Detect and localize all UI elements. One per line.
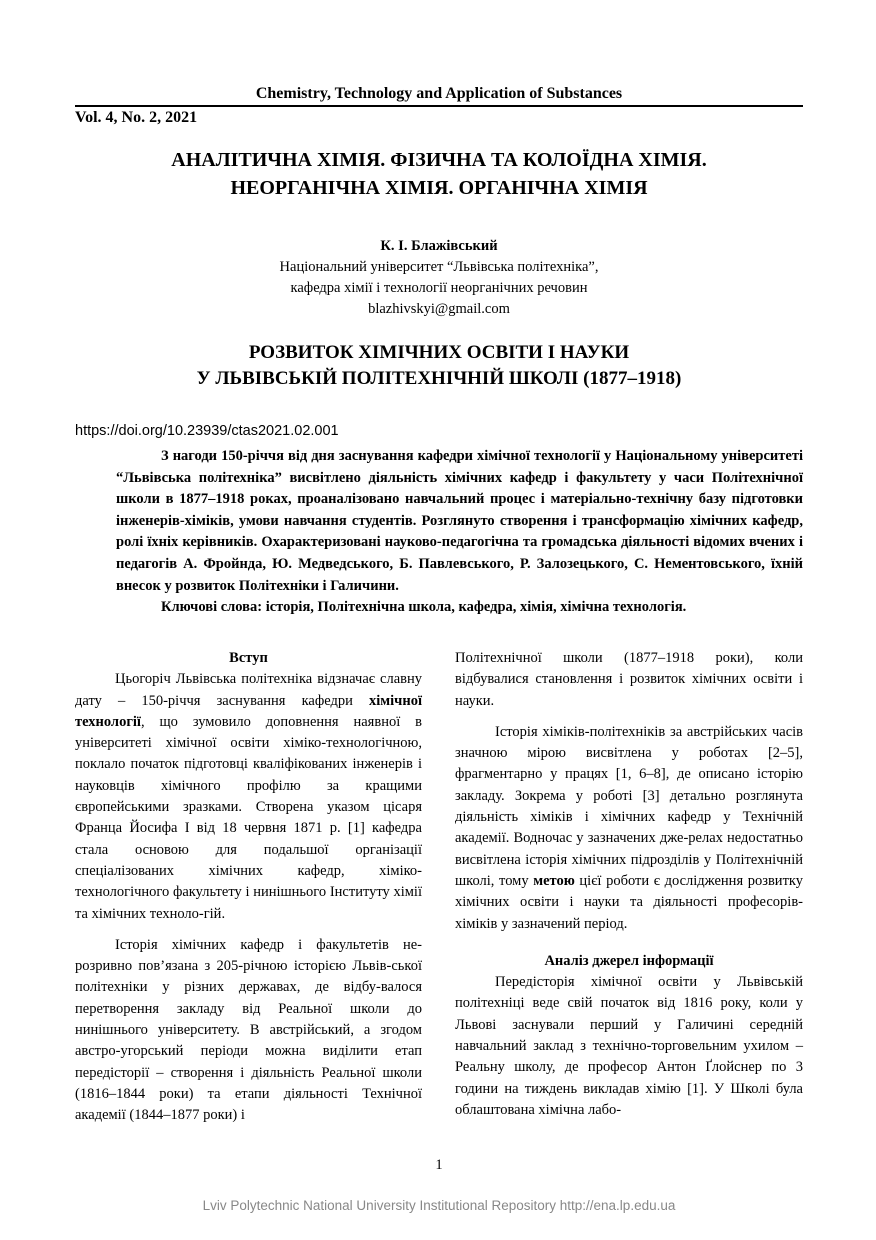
- author-affiliation-university: Національний університет “Львівська політехніка”,: [279, 259, 599, 275]
- header-divider: [75, 105, 803, 107]
- author-affiliation-department: кафедра хімії і технології неорганічних речовин: [290, 280, 588, 296]
- repository-footer: Lviv Polytechnic National University Institutional Repository http://ena.lp.edu.ua: [202, 1198, 676, 1213]
- doi-link[interactable]: https://doi.org/10.23939/ctas2021.02.001: [75, 423, 339, 439]
- article-title-line-1: РОЗВИТОК ХІМІЧНИХ ОСВІТИ І НАУКИ: [248, 342, 630, 363]
- sources-heading: Аналіз джерел інформації: [544, 952, 714, 969]
- author-email[interactable]: blazhivskyi@gmail.com: [368, 301, 510, 317]
- author-name: К. І. Блажівський: [380, 238, 498, 254]
- left-column: [75, 648, 422, 1127]
- section-title-line-1: АНАЛІТИЧНА ХІМІЯ. ФІЗИЧНА ТА КОЛОЇДНА ХІМІЯ.: [171, 149, 707, 171]
- volume-info: Vol. 4, No. 2, 2021: [75, 109, 198, 126]
- sources-paragraph-1: Передісторія хімічної освіти у Львівській політехніці веде свій початок від 1816 року, коли у Львові заснували перший у Галичині середній навчальний заклад з технічно-торговельним ухилом – Реальну школу, де професор Антон Ґлойснер по 3 години на тиждень викладав хімію [1]. У Школі була облаштована хімічна лабо-: [455, 974, 803, 1118]
- intro-paragraph-2: Історія хімічних кафедр і факультетів не-розривно пов’язана з 205-річною історією Львів-ської політехніки у різних державах, де відбу-валося перетворення закладу від Реальної школи до нинішнього університету. В австрійський, а згодом австро-угорський періоди можна виділити етап передісторії – створення і діяльність Реальної школи (1816–1844 роки) та етапи діяльності Технічної академії (1844–1877 роки) і: [75, 936, 422, 1124]
- keywords: Ключові слова: історія, Політехнічна школа, кафедра, хімія, хімічна технологія.: [161, 599, 687, 616]
- intro-heading: Вступ: [229, 650, 268, 666]
- article-title-line-2: У ЛЬВІВСЬКІЙ ПОЛІТЕХНІЧНІЙ ШКОЛІ (1877–1918): [196, 368, 682, 389]
- page-number: 1: [435, 1157, 443, 1173]
- right-column: [455, 648, 803, 1121]
- highlight-chemical-technology: хімічної технології: [75, 692, 422, 730]
- abstract: [116, 446, 803, 619]
- highlight-goal: метою: [533, 872, 575, 889]
- abstract-text: З нагоди 150-річчя від дня заснування кафедри хімічної технології у Національному університеті “Львівська політехніка” висвітлено діяльність хімічних кафедр і факультету у часи Політехнічної школи в 1877–1918 роках, проаналізовано навчальний процес і матеріально-технічну базу підготовки інженерів-хіміків, умови навчання студентів. Розглянуто створення і трансформацію хімічних кафедр, ролі їхніх керівників. Охарактеризовані науково-педагогічна та громадська діяльності відомих вчених і педагогів А. Фройнда, Ю. Медведського, Б. Павлевського, Р. Залозецького, С. Нементовського, їхній внесок у розвиток Політехніки і Галичини.: [116, 448, 803, 594]
- intro-paragraph-2-continued: Політехнічної школи (1877–1918 роки), коли відбувалися становлення і розвиток хімічних освіти і науки.: [455, 650, 803, 709]
- journal-title: Chemistry, Technology and Application of Substances: [255, 85, 623, 102]
- intro-paragraph-1: Цьогоріч Львівська політехніка відзначає славну дату – 150-річчя заснування кафедри хімічної технології, що зумовило доповнення наявної в університеті хімічної освіти хіміко-технологічною, поклало початок підготовці кваліфікованих інженерів і науковців хімічного профілю за кращими європейськими зразками. Створена указом цісаря Франца Йосифа І від 18 червня 1871 р. [1] кафедра стала основою для подальшої організації спеціалізованих хімічних кафедр, хіміко-технологічного факультету і нинішнього Інституту хімії та хімічних техноло-гій.: [75, 671, 422, 922]
- intro-paragraph-3: Історія хіміків-політехніків за австрійських часів значною мірою висвітлена у роботах [2–5], фрагментарно у працях [1, 6–8], де описано історію закладу. Зокрема у роботі [3] детально розглянута діяльність хіміків і хімічних кафедр у Технічній академії. Водночас у зазначених дже-релах недостатньо висвітлена історія хімічних підрозділів у Політехнічній школі, тому метою цієї роботи є дослідження розвитку хімічних освіти і науки та діяльності професорів-хіміків у зазначений період.: [455, 723, 803, 932]
- section-title-line-2: НЕОРГАНІЧНА ХІМІЯ. ОРГАНІЧНА ХІМІЯ: [230, 177, 648, 199]
- author-block: [75, 236, 803, 320]
- section-title: [75, 146, 803, 202]
- article-title: [75, 340, 803, 392]
